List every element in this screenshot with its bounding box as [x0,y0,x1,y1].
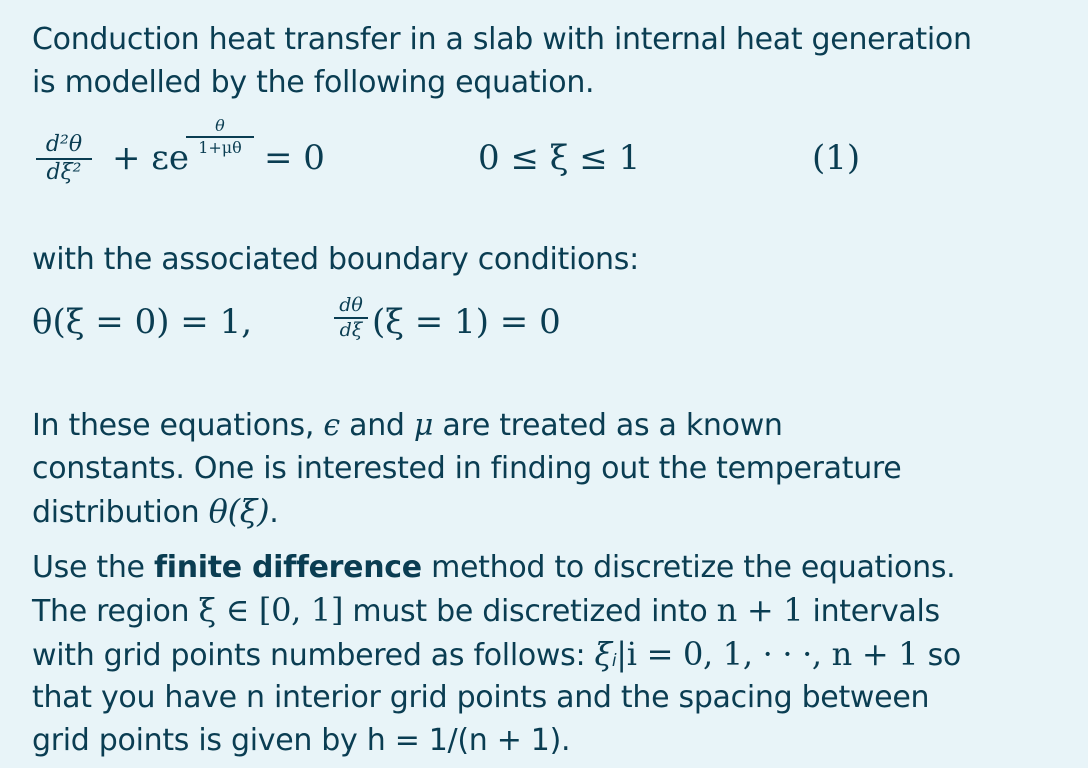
intro-line-2: is modelled by the following equation. [32,65,595,100]
para2-line-2: constants. One is interested in finding out the temperature [32,451,902,486]
boundary-condition-2: (ξ = 1) = 0 [372,302,561,342]
para3-line-3: with grid points numbered as follows: $\xi_i|i = 0$, 1, · · ·, n + 1 so [32,635,961,673]
grid-index-math: |i = 0, 1, · · ·, n + 1 [616,635,919,673]
para2-line-1: In these equations, ϵ and μ are treated as a known [32,408,783,443]
boundary-condition-1: θ(ξ = 0) = 1, [32,302,253,342]
fraction-numerator: dθ [339,294,363,316]
exponent-numerator: θ [215,116,225,135]
para3-line-4: that you have n interior grid points and the spacing between [32,680,930,715]
equation-number: (1) [812,138,861,178]
plus-epsilon-e: + εe [112,138,190,178]
para3-line-1: Use the finite difference method to discretize the equations. [32,550,956,585]
mu-symbol: μ [413,408,434,443]
region-math: ξ ∈ [0, 1] [198,591,344,629]
boundary-intro: with the associated boundary conditions: [32,242,639,277]
xi-subscript: i [611,651,617,671]
derivative-fraction [334,296,368,340]
epsilon-symbol: ϵ [323,408,340,443]
finite-difference-term: finite difference [153,550,422,585]
equals-zero: = 0 [264,138,325,178]
para2-line-3: distribution θ(ξ). [32,492,279,530]
para3-line-2: The region ξ ∈ [0, 1] must be discretized into n + 1 intervals [32,591,940,629]
fraction-denominator: dξ [339,318,363,341]
theta-of-xi: θ(ξ) [208,492,270,530]
para3-line-5: grid points is given by h = 1/(n + 1). [32,723,571,758]
intervals-math: n + 1 [716,591,804,629]
fraction-denominator: dξ² [46,160,82,185]
fraction-numerator: d²θ [45,132,83,157]
second-derivative-fraction [36,134,92,184]
exponent-fraction [186,118,254,156]
intro-line-1: Conduction heat transfer in a slab with internal heat generation [32,22,972,57]
equation-domain: 0 ≤ ξ ≤ 1 [478,138,641,178]
xi-symbol: ξ [594,635,612,673]
exponent-denominator: 1+μθ [198,137,242,157]
